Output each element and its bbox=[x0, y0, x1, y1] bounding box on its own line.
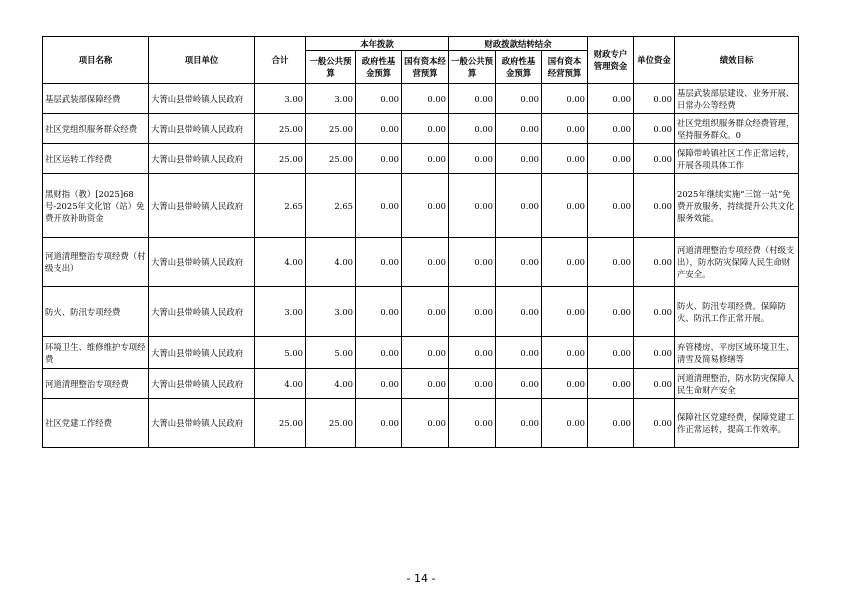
total-cell: 4.00 bbox=[255, 369, 306, 399]
table-row bbox=[43, 174, 799, 238]
carry-fund-cell: 0.00 bbox=[496, 84, 542, 114]
current-general-cell: 5.00 bbox=[306, 337, 356, 369]
carry-general-cell: 0.00 bbox=[449, 144, 496, 174]
performance-goal-cell: 保障带岭镇社区工作正常运转，开展各项具体工作 bbox=[675, 144, 799, 174]
project-name-cell: 黑财指（教）[2025]68号-2025年文化馆（站）免费开放补助资金 bbox=[43, 174, 149, 238]
carry-general-cell: 0.00 bbox=[449, 337, 496, 369]
current-fund-cell: 0.00 bbox=[356, 84, 402, 114]
total-cell: 2.65 bbox=[255, 174, 306, 238]
project-name-cell: 基层武装部保障经费 bbox=[43, 84, 149, 114]
header-current-fund: 政府性基金预算 bbox=[356, 51, 402, 84]
project-name-cell: 社区党组织服务群众经费 bbox=[43, 114, 149, 144]
special-funds-cell: 0.00 bbox=[588, 337, 634, 369]
unit-funds-cell: 0.00 bbox=[634, 287, 675, 337]
total-cell: 25.00 bbox=[255, 399, 306, 448]
table-row bbox=[43, 114, 799, 144]
current-capital-cell: 0.00 bbox=[402, 238, 449, 287]
table-body bbox=[43, 84, 799, 448]
performance-goal-cell: 社区党组织服务群众经费管理，坚持服务群众。0 bbox=[675, 114, 799, 144]
total-cell: 25.00 bbox=[255, 114, 306, 144]
carry-general-cell: 0.00 bbox=[449, 84, 496, 114]
current-general-cell: 4.00 bbox=[306, 369, 356, 399]
performance-goal-cell: 河道清理整治，防水防灾保障人民生命财产安全 bbox=[675, 369, 799, 399]
project-name-cell: 河道清理整治专项经费 bbox=[43, 369, 149, 399]
header-carryover: 财政拨款结转结余 bbox=[449, 37, 588, 51]
budget-project-table bbox=[42, 36, 799, 448]
carry-capital-cell: 0.00 bbox=[542, 144, 588, 174]
header-project-unit: 项目单位 bbox=[149, 37, 255, 84]
current-fund-cell: 0.00 bbox=[356, 287, 402, 337]
carry-fund-cell: 0.00 bbox=[496, 238, 542, 287]
header-current-year: 本年拨款 bbox=[306, 37, 449, 51]
unit-funds-cell: 0.00 bbox=[634, 114, 675, 144]
header-performance: 绩效目标 bbox=[675, 37, 799, 84]
current-fund-cell: 0.00 bbox=[356, 114, 402, 144]
carry-capital-cell: 0.00 bbox=[542, 369, 588, 399]
current-fund-cell: 0.00 bbox=[356, 399, 402, 448]
carry-general-cell: 0.00 bbox=[449, 369, 496, 399]
special-funds-cell: 0.00 bbox=[588, 84, 634, 114]
current-general-cell: 2.65 bbox=[306, 174, 356, 238]
unit-funds-cell: 0.00 bbox=[634, 369, 675, 399]
project-unit-cell: 大箐山县带岭镇人民政府 bbox=[149, 337, 255, 369]
carry-capital-cell: 0.00 bbox=[542, 238, 588, 287]
carry-fund-cell: 0.00 bbox=[496, 287, 542, 337]
project-unit-cell: 大箐山县带岭镇人民政府 bbox=[149, 287, 255, 337]
carry-capital-cell: 0.00 bbox=[542, 114, 588, 144]
header-carry-fund: 政府性基金预算 bbox=[496, 51, 542, 84]
carry-general-cell: 0.00 bbox=[449, 287, 496, 337]
special-funds-cell: 0.00 bbox=[588, 287, 634, 337]
carry-capital-cell: 0.00 bbox=[542, 84, 588, 114]
header-project-name: 项目名称 bbox=[43, 37, 149, 84]
current-capital-cell: 0.00 bbox=[402, 399, 449, 448]
carry-fund-cell: 0.00 bbox=[496, 337, 542, 369]
header-carry-capital: 国有资本经营预算 bbox=[542, 51, 588, 84]
table-row bbox=[43, 84, 799, 114]
special-funds-cell: 0.00 bbox=[588, 144, 634, 174]
special-funds-cell: 0.00 bbox=[588, 174, 634, 238]
performance-goal-cell: 弃管楼房、平房区域环境卫生、清雪及简易修缮等 bbox=[675, 337, 799, 369]
project-unit-cell: 大箐山县带岭镇人民政府 bbox=[149, 84, 255, 114]
performance-goal-cell: 保障社区党建经费，保障党建工作正常运转，提高工作效率。 bbox=[675, 399, 799, 448]
carry-fund-cell: 0.00 bbox=[496, 114, 542, 144]
current-capital-cell: 0.00 bbox=[402, 287, 449, 337]
table-row bbox=[43, 287, 799, 337]
performance-goal-cell: 河道清理整治专项经费（村级支出），防水防灾保障人民生命财产安全。 bbox=[675, 238, 799, 287]
unit-funds-cell: 0.00 bbox=[634, 238, 675, 287]
header-total: 合计 bbox=[255, 37, 306, 84]
header-special-funds: 财政专户管理资金 bbox=[588, 37, 634, 84]
table-header bbox=[43, 37, 799, 84]
project-unit-cell: 大箐山县带岭镇人民政府 bbox=[149, 369, 255, 399]
carry-capital-cell: 0.00 bbox=[542, 174, 588, 238]
project-unit-cell: 大箐山县带岭镇人民政府 bbox=[149, 399, 255, 448]
header-carry-general: 一般公共预算 bbox=[449, 51, 496, 84]
current-general-cell: 3.00 bbox=[306, 287, 356, 337]
unit-funds-cell: 0.00 bbox=[634, 337, 675, 369]
current-capital-cell: 0.00 bbox=[402, 337, 449, 369]
header-unit-funds: 单位资金 bbox=[634, 37, 675, 84]
special-funds-cell: 0.00 bbox=[588, 114, 634, 144]
page-number: - 14 - bbox=[406, 572, 436, 585]
carry-fund-cell: 0.00 bbox=[496, 369, 542, 399]
project-name-cell: 防火、防汛专项经费 bbox=[43, 287, 149, 337]
carry-capital-cell: 0.00 bbox=[542, 337, 588, 369]
project-name-cell: 环境卫生、维修维护专项经费 bbox=[43, 337, 149, 369]
current-fund-cell: 0.00 bbox=[356, 174, 402, 238]
special-funds-cell: 0.00 bbox=[588, 238, 634, 287]
project-name-cell: 社区运转工作经费 bbox=[43, 144, 149, 174]
current-general-cell: 4.00 bbox=[306, 238, 356, 287]
carry-fund-cell: 0.00 bbox=[496, 174, 542, 238]
table-row bbox=[43, 337, 799, 369]
carry-capital-cell: 0.00 bbox=[542, 399, 588, 448]
unit-funds-cell: 0.00 bbox=[634, 399, 675, 448]
carry-general-cell: 0.00 bbox=[449, 114, 496, 144]
current-capital-cell: 0.00 bbox=[402, 114, 449, 144]
project-name-cell: 河道清理整治专项经费（村级支出） bbox=[43, 238, 149, 287]
header-current-general: 一般公共预算 bbox=[306, 51, 356, 84]
current-fund-cell: 0.00 bbox=[356, 369, 402, 399]
unit-funds-cell: 0.00 bbox=[634, 84, 675, 114]
carry-general-cell: 0.00 bbox=[449, 174, 496, 238]
current-general-cell: 25.00 bbox=[306, 114, 356, 144]
carry-fund-cell: 0.00 bbox=[496, 144, 542, 174]
unit-funds-cell: 0.00 bbox=[634, 174, 675, 238]
header-current-capital: 国有资本经营预算 bbox=[402, 51, 449, 84]
project-unit-cell: 大箐山县带岭镇人民政府 bbox=[149, 114, 255, 144]
total-cell: 3.00 bbox=[255, 287, 306, 337]
current-capital-cell: 0.00 bbox=[402, 144, 449, 174]
performance-goal-cell: 2025年继续实施“三馆一站”免费开放服务，持续提升公共文化服务效能。 bbox=[675, 174, 799, 238]
table-row bbox=[43, 369, 799, 399]
performance-goal-cell: 防火、防汛专项经费。保障防火、防汛工作正常开展。 bbox=[675, 287, 799, 337]
carry-general-cell: 0.00 bbox=[449, 238, 496, 287]
current-capital-cell: 0.00 bbox=[402, 174, 449, 238]
current-fund-cell: 0.00 bbox=[356, 337, 402, 369]
carry-general-cell: 0.00 bbox=[449, 399, 496, 448]
carry-capital-cell: 0.00 bbox=[542, 287, 588, 337]
table-row bbox=[43, 238, 799, 287]
project-unit-cell: 大箐山县带岭镇人民政府 bbox=[149, 174, 255, 238]
total-cell: 3.00 bbox=[255, 84, 306, 114]
current-general-cell: 25.00 bbox=[306, 144, 356, 174]
special-funds-cell: 0.00 bbox=[588, 399, 634, 448]
unit-funds-cell: 0.00 bbox=[634, 144, 675, 174]
project-name-cell: 社区党建工作经费 bbox=[43, 399, 149, 448]
current-capital-cell: 0.00 bbox=[402, 84, 449, 114]
total-cell: 4.00 bbox=[255, 238, 306, 287]
current-fund-cell: 0.00 bbox=[356, 144, 402, 174]
current-general-cell: 25.00 bbox=[306, 399, 356, 448]
current-capital-cell: 0.00 bbox=[402, 369, 449, 399]
project-unit-cell: 大箐山县带岭镇人民政府 bbox=[149, 238, 255, 287]
table-row bbox=[43, 399, 799, 448]
table-row bbox=[43, 144, 799, 174]
performance-goal-cell: 基层武装部层建设、业务开展、日常办公等经费 bbox=[675, 84, 799, 114]
special-funds-cell: 0.00 bbox=[588, 369, 634, 399]
total-cell: 25.00 bbox=[255, 144, 306, 174]
total-cell: 5.00 bbox=[255, 337, 306, 369]
current-general-cell: 3.00 bbox=[306, 84, 356, 114]
project-unit-cell: 大箐山县带岭镇人民政府 bbox=[149, 144, 255, 174]
current-fund-cell: 0.00 bbox=[356, 238, 402, 287]
carry-fund-cell: 0.00 bbox=[496, 399, 542, 448]
